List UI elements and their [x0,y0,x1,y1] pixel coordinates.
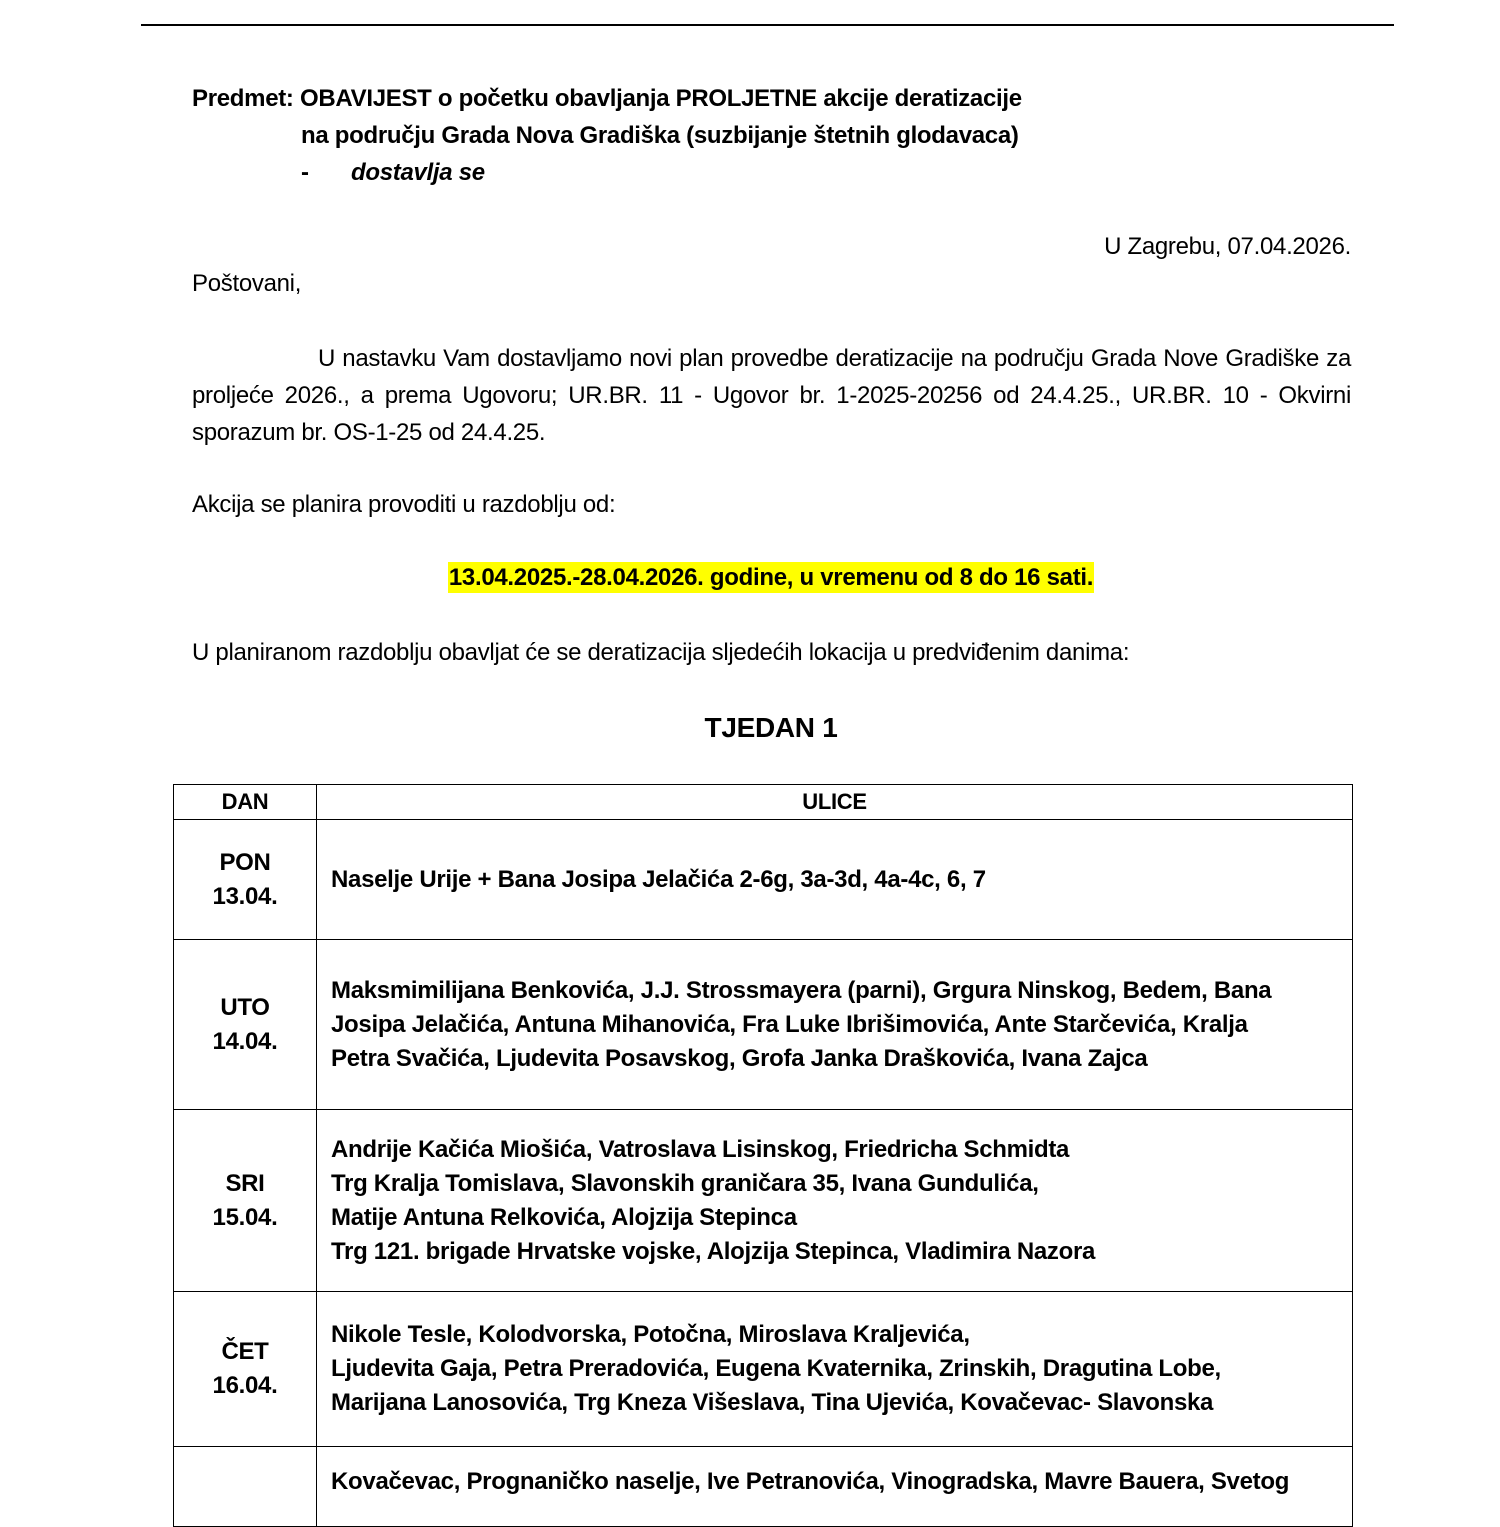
day-cell [174,820,317,940]
table-row [174,1447,1353,1527]
table-row [174,1292,1353,1447]
streets-cell [317,1110,1353,1292]
header-streets: ULICE [317,785,1353,820]
streets-cell [317,1447,1353,1527]
intro-text: U nastavku Vam dostavljamo novi plan provedbe deratizacije na području Grada Nove Gradiške za proljeće 2026., a prema Ugovoru; UR.BR. 11 - Ugovor br. 1-2025-20256 od 24.4.25., UR.BR. 10 - Okvirni sporazum br. OS-1-25 od 24.4.25. [192,345,1351,446]
street-line: Naselje Urije + Bana Josipa Jelačića 2-6g, 3a-3d, 4a-4c, 6, 7 [331,865,986,893]
locations-intro: U planiranom razdoblju obavljat će se deratizacija sljedećih lokacija u predviđenim danima: [192,639,1130,666]
day-date: 14.04. [212,1027,278,1055]
day-date: 13.04. [212,882,278,910]
table-header-row [174,785,1353,820]
day-cell [174,1447,317,1527]
street-line: Petra Svačića, Ljudevita Posavskog, Grofa Janka Draškovića, Ivana Zajca [331,1044,1148,1072]
subject-line-1: Predmet: OBAVIJEST o početku obavljanja PROLJETNE akcije deratizacije [192,85,1022,112]
day-name: UTO [220,993,270,1021]
subject-dash: - [301,159,309,186]
street-line: Ljudevita Gaja, Petra Preradovića, Eugena Kvaternika, Zrinskih, Dragutina Lobe, [331,1355,1221,1382]
day-name: PON [219,848,271,876]
subject-line-2: na području Grada Nova Gradiška (suzbijanje štetnih glodavaca) [301,122,1019,149]
place-date: U Zagrebu, 07.04.2026. [1104,233,1351,260]
intro-paragraph [192,340,1351,451]
day-name: ČET [221,1338,269,1365]
street-line: Kovačevac, Prognaničko naselje, Ive Petranovića, Vinogradska, Mavre Bauera, Svetog [331,1468,1290,1495]
street-line: Trg Kralja Tomislava, Slavonskih graničara 35, Ivana Gundulića, [331,1169,1039,1197]
week-title: TJEDAN 1 [704,712,838,743]
day-name: SRI [225,1169,265,1197]
day-date: 15.04. [212,1203,278,1231]
streets-cell [317,940,1353,1110]
street-line: Maksmimilijana Benkovića, J.J. Strossmayera (parni), Grgura Ninskog, Bedem, Bana [331,976,1272,1004]
day-cell [174,940,317,1110]
streets-cell [317,1292,1353,1447]
subject-line-3: dostavlja se [351,159,485,186]
streets-cell [317,820,1353,940]
table-row [174,820,1353,940]
street-line: Nikole Tesle, Kolodvorska, Potočna, Miroslava Kraljevića, [331,1321,970,1348]
street-line: Matije Antuna Relkovića, Alojzija Stepinca [331,1203,797,1231]
schedule-table [173,784,1353,1527]
period-wrap [0,564,1500,592]
day-cell [174,1292,317,1447]
day-cell [174,1110,317,1292]
table-row [174,940,1353,1110]
street-line: Marijana Lanosovića, Trg Kneza Višeslava, Tina Ujevića, Kovačevac- Slavonska [331,1389,1214,1416]
period-intro: Akcija se planira provoditi u razdoblju od: [192,491,616,518]
day-date: 16.04. [212,1372,278,1399]
street-line: Trg 121. brigade Hrvatske vojske, Alojzija Stepinca, Vladimira Nazora [331,1237,1096,1265]
street-line: Josipa Jelačića, Antuna Mihanovića, Fra Luke Ibrišimovića, Ante Starčevića, Kralja [331,1010,1248,1038]
header-day: DAN [174,785,317,820]
street-line: Andrije Kačića Miošića, Vatroslava Lisinskog, Friedricha Schmidta [331,1135,1070,1163]
table-row [174,1110,1353,1292]
header-rule [141,24,1394,26]
greeting: Poštovani, [192,270,302,297]
period-highlight: 13.04.2025.-28.04.2026. godine, u vremenu od 8 do 16 sati. [448,564,1094,591]
